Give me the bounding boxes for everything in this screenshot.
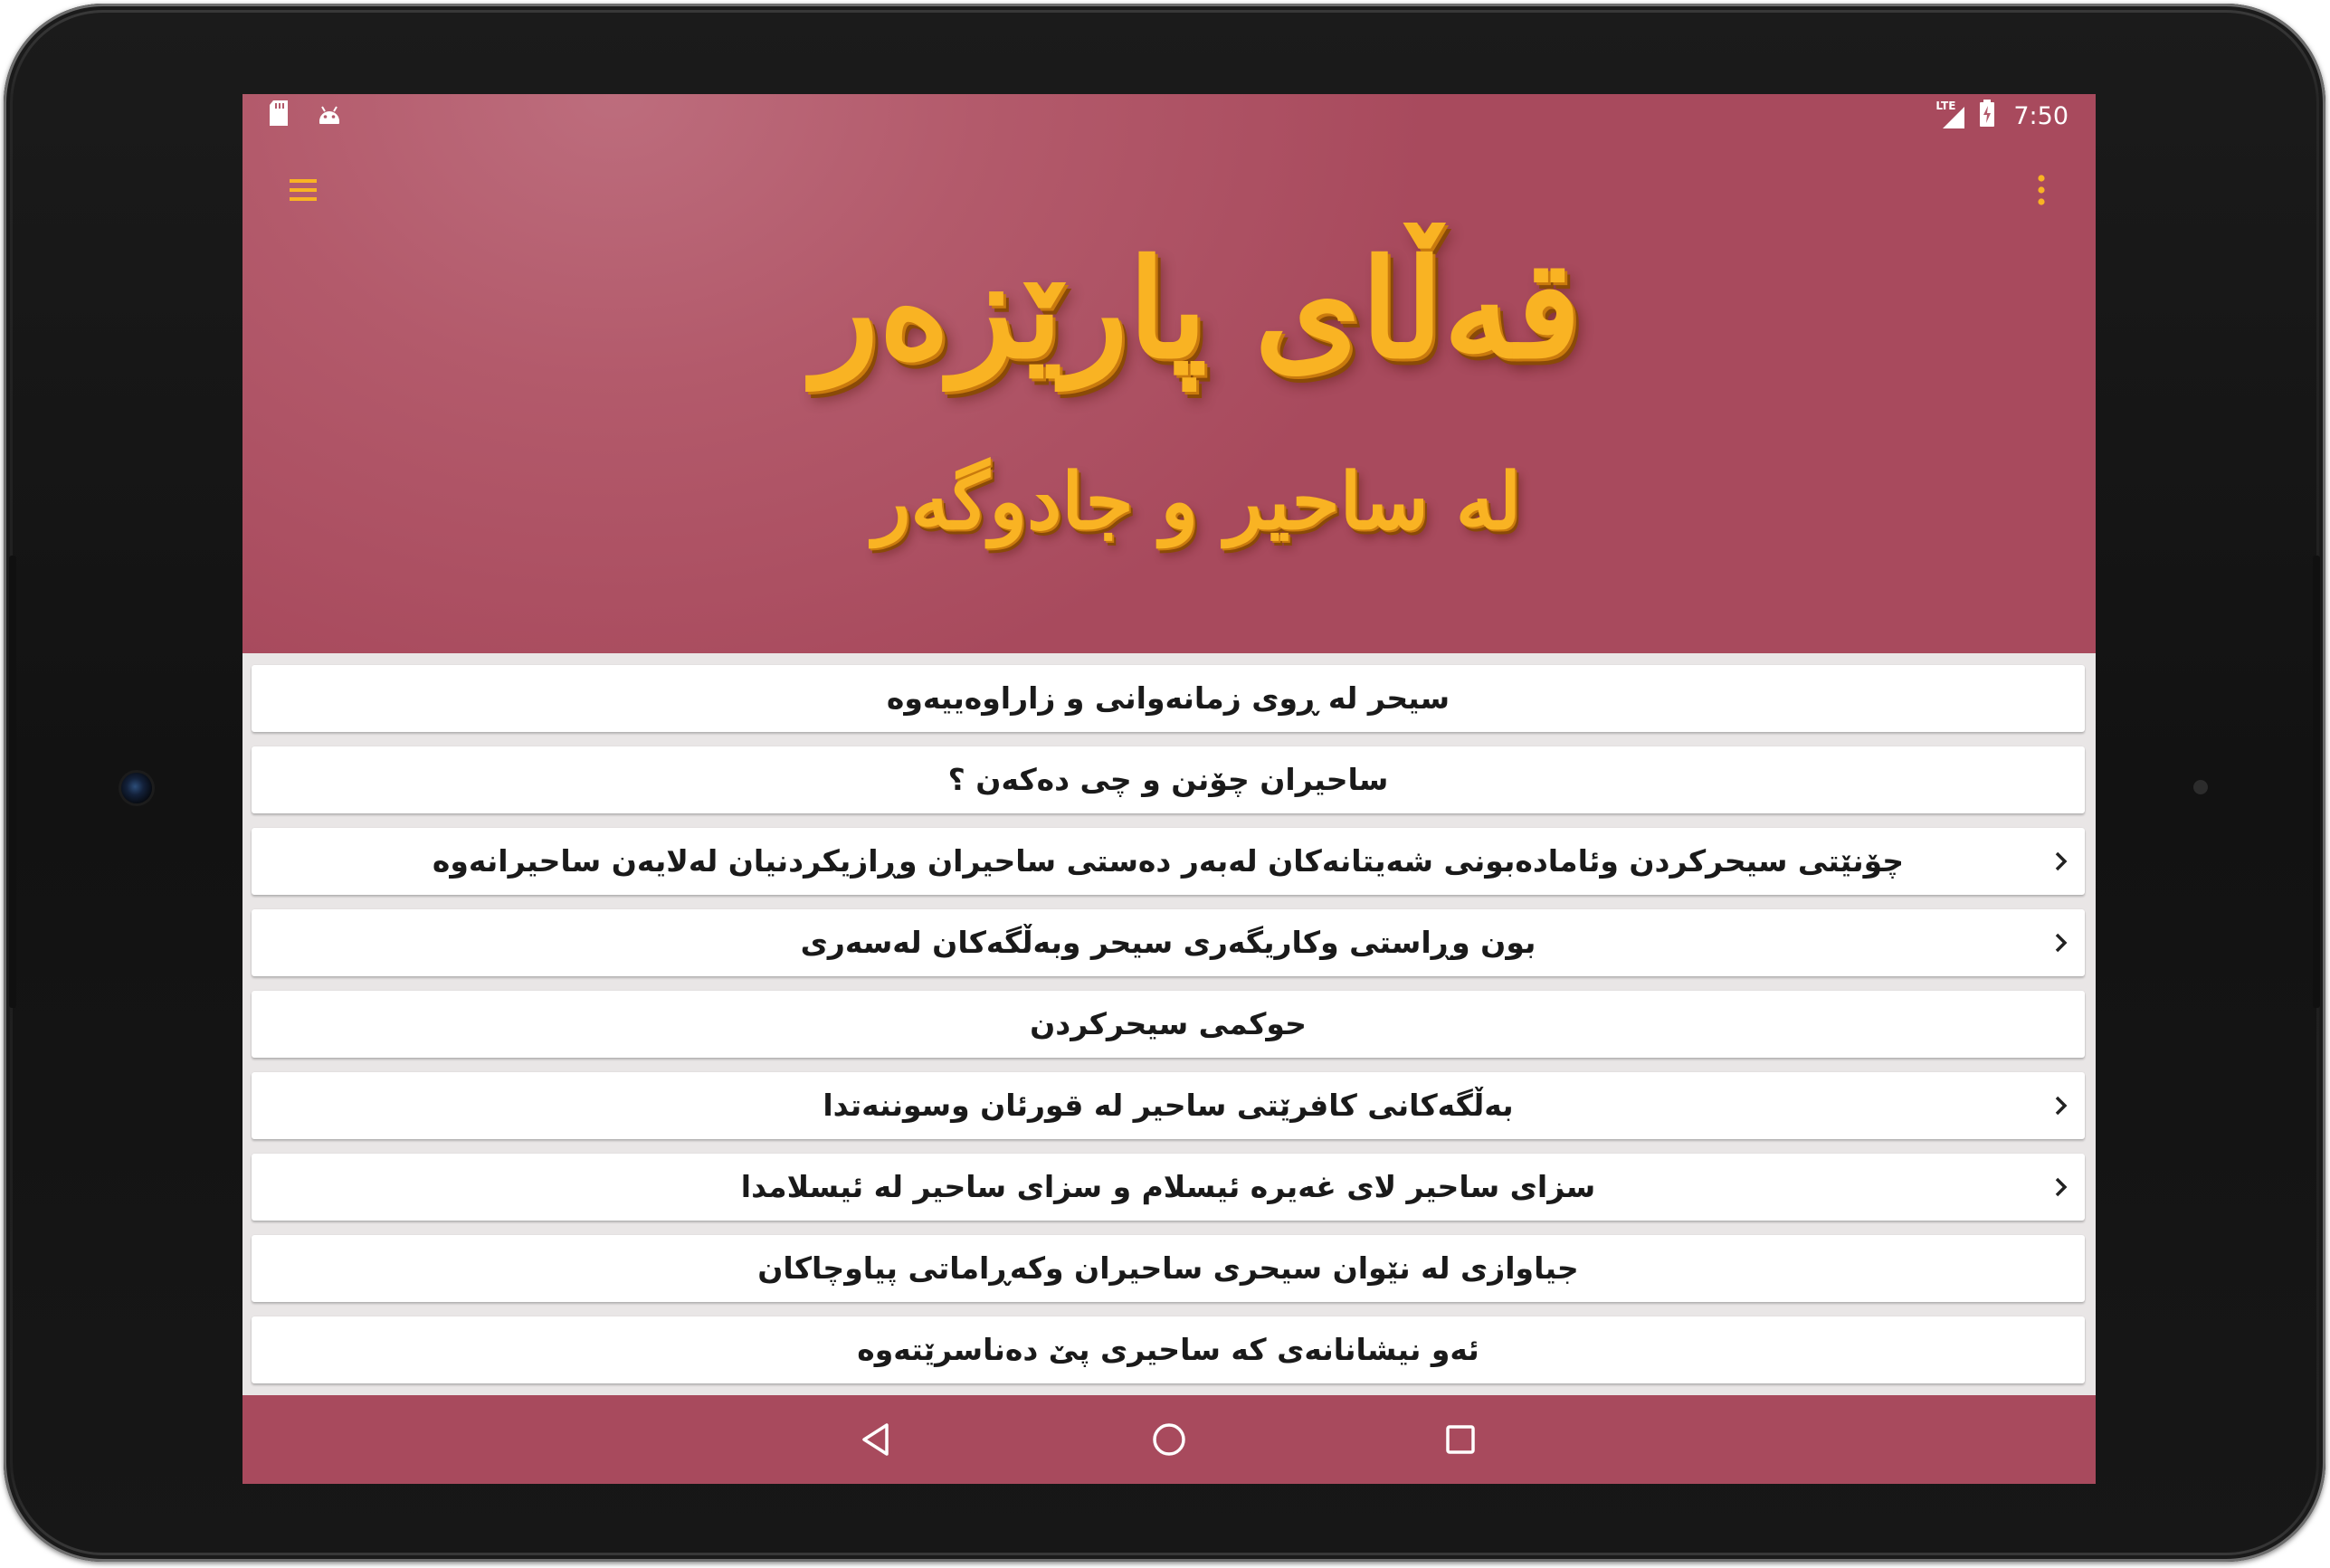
more-vertical-icon[interactable]: [2023, 165, 2059, 215]
app-screen: [243, 94, 2096, 1484]
list-item[interactable]: [252, 1072, 2085, 1139]
list-item-label: بون وڕاستی وکاریگەری سیحر وبەڵگەکان لەسەری: [800, 925, 1536, 960]
battery-icon: [1979, 99, 1995, 134]
app-toolbar: [243, 138, 2096, 239]
list-item[interactable]: [252, 665, 2085, 732]
sd-card-icon: [268, 100, 290, 133]
navigation-bar: [243, 1395, 2096, 1484]
chevron-right-icon: [2049, 850, 2072, 873]
list-item[interactable]: [252, 909, 2085, 976]
hamburger-menu-icon[interactable]: [279, 168, 329, 212]
title-art: [813, 212, 1582, 646]
status-bar: [243, 94, 2096, 138]
status-left: [243, 100, 342, 133]
app-title: قەڵای پارێزەر: [813, 230, 1582, 389]
list-item[interactable]: [252, 1316, 2085, 1383]
side-button-left: [9, 556, 16, 1008]
tablet-frame: [4, 4, 2325, 1562]
status-right: [1935, 99, 2096, 134]
list-item-label: ساحیران چۆنن و چی دەکەن ؟: [947, 762, 1389, 797]
back-triangle-icon[interactable]: [855, 1417, 900, 1462]
chevron-right-icon: [2049, 1094, 2072, 1117]
android-icon: [317, 101, 342, 131]
list-item-label: ئەو نیشانانەی کە ساحیری پێ دەناسرێتەوە: [857, 1332, 1479, 1367]
list-item-label: حوکمی سیحرکردن: [1030, 1006, 1307, 1041]
list-item[interactable]: [252, 828, 2085, 895]
chevron-right-icon: [2049, 931, 2072, 955]
side-button-right: [2313, 556, 2320, 1008]
list-item-label: سیحر لە ڕوی زمانەوانی و زاراوەییەوە: [886, 680, 1450, 716]
home-circle-icon[interactable]: [1146, 1417, 1192, 1462]
list-item[interactable]: [252, 746, 2085, 813]
list-item[interactable]: [252, 991, 2085, 1058]
recents-square-icon[interactable]: [1438, 1417, 1483, 1462]
list-item-label: بەڵگەکانی کافرێتی ساحیر لە قورئان وسوننەتدا: [823, 1088, 1514, 1123]
chevron-right-icon: [2049, 1175, 2072, 1199]
list-item-label: سزای ساحیر لای غەیرە ئیسلام و سزای ساحیر لە ئیسلامدا: [740, 1169, 1596, 1204]
light-sensor: [2193, 780, 2208, 794]
list-item[interactable]: [252, 1235, 2085, 1302]
list-item-label: جیاوازی لە نێوان سیحری ساحیران وکەڕاماتی پیاوچاکان: [757, 1250, 1579, 1286]
status-time: 7:50: [2013, 101, 2068, 130]
signal-icon: [1935, 101, 1966, 130]
topic-list: [243, 653, 2096, 1386]
front-camera: [121, 773, 152, 803]
network-type: LTE: [1935, 100, 1956, 112]
list-item[interactable]: [252, 1154, 2085, 1221]
list-item-label: چۆنێتی سیحرکردن وئامادەبونی شەیتانەکان لەبەر دەستی ساحیران وڕازیکردنیان لەلایەن ساحیرانەوە: [432, 843, 1905, 879]
app-subtitle: لە ساحیر و جادوگەر: [872, 456, 1522, 547]
